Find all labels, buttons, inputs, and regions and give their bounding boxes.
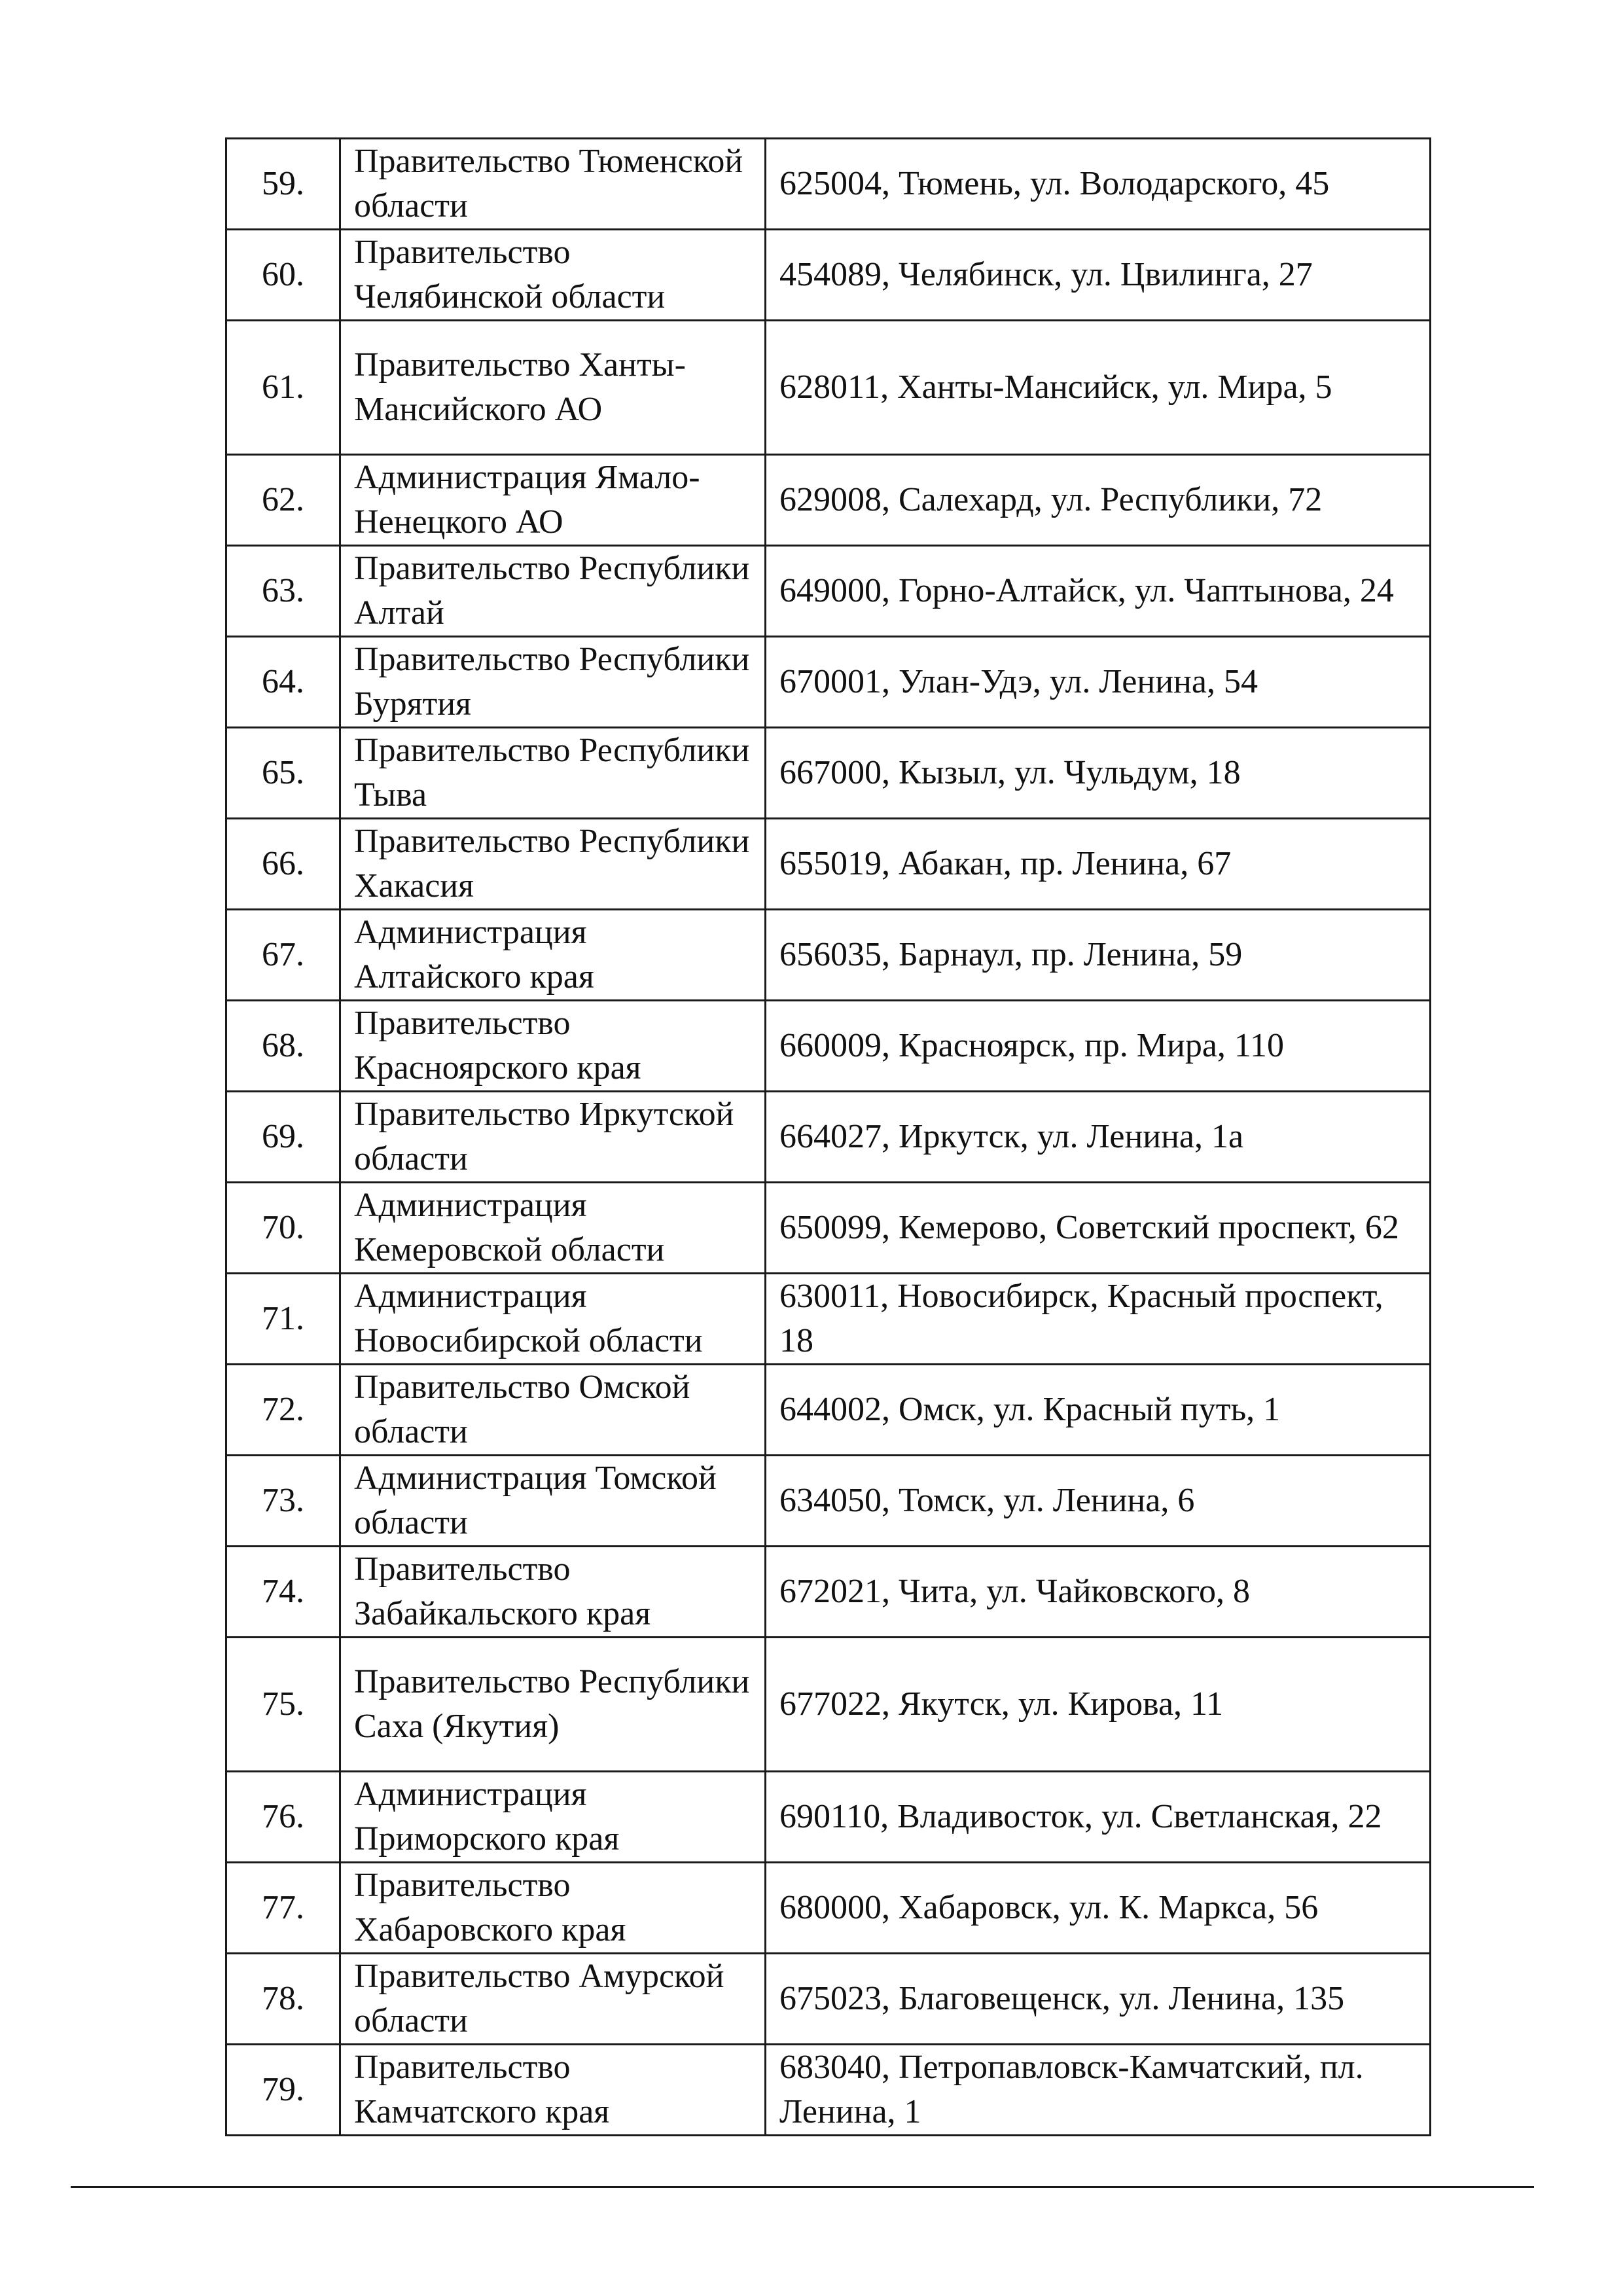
row-number: 59. — [226, 139, 340, 230]
table-row — [226, 546, 1431, 637]
address: 650099, Кемерово, Советский проспект, 62 — [766, 1183, 1431, 1274]
row-number: 65. — [226, 728, 340, 819]
table-row — [226, 1092, 1431, 1183]
table-row — [226, 2045, 1431, 2136]
organization-name: Правительство Республики Бурятия — [340, 637, 766, 728]
address: 625004, Тюмень, ул. Володарского, 45 — [766, 139, 1431, 230]
table-row — [226, 1365, 1431, 1456]
address: 634050, Томск, ул. Ленина, 6 — [766, 1456, 1431, 1547]
table-row — [226, 637, 1431, 728]
table-row — [226, 1954, 1431, 2045]
address: 677022, Якутск, ул. Кирова, 11 — [766, 1638, 1431, 1772]
organization-name: Правительство Амурской области — [340, 1954, 766, 2045]
address-table — [225, 137, 1431, 2136]
organization-name: Правительство Республики Алтай — [340, 546, 766, 637]
row-number: 76. — [226, 1772, 340, 1863]
row-number: 77. — [226, 1863, 340, 1954]
address: 644002, Омск, ул. Красный путь, 1 — [766, 1365, 1431, 1456]
table-row — [226, 321, 1431, 455]
organization-name: Правительство Тюменской области — [340, 139, 766, 230]
table-row — [226, 230, 1431, 321]
organization-name: Правительство Республики Хакасия — [340, 819, 766, 910]
table-row — [226, 1274, 1431, 1365]
table-row — [226, 1547, 1431, 1638]
footnote-divider — [71, 2186, 1534, 2188]
row-number: 72. — [226, 1365, 340, 1456]
row-number: 62. — [226, 455, 340, 546]
address: 630011, Новосибирск, Красный проспект, 18 — [766, 1274, 1431, 1365]
row-number: 75. — [226, 1638, 340, 1772]
address: 680000, Хабаровск, ул. К. Маркса, 56 — [766, 1863, 1431, 1954]
address: 672021, Чита, ул. Чайковского, 8 — [766, 1547, 1431, 1638]
organization-name: Правительство Ханты-Мансийского АО — [340, 321, 766, 455]
organization-name: Администрация Томской области — [340, 1456, 766, 1547]
row-number: 69. — [226, 1092, 340, 1183]
table-row — [226, 139, 1431, 230]
row-number: 60. — [226, 230, 340, 321]
address: 667000, Кызыл, ул. Чульдум, 18 — [766, 728, 1431, 819]
row-number: 61. — [226, 321, 340, 455]
address: 629008, Салехард, ул. Республики, 72 — [766, 455, 1431, 546]
address: 683040, Петропавловск-Камчатский, пл. Ленина, 1 — [766, 2045, 1431, 2136]
organization-name: Правительство Республики Тыва — [340, 728, 766, 819]
address: 690110, Владивосток, ул. Светланская, 22 — [766, 1772, 1431, 1863]
table-row — [226, 1456, 1431, 1547]
organization-name: Правительство Красноярского края — [340, 1001, 766, 1092]
organization-name: Правительство Иркутской области — [340, 1092, 766, 1183]
address: 454089, Челябинск, ул. Цвилинга, 27 — [766, 230, 1431, 321]
organization-name: Администрация Кемеровской области — [340, 1183, 766, 1274]
row-number: 64. — [226, 637, 340, 728]
address: 655019, Абакан, пр. Ленина, 67 — [766, 819, 1431, 910]
table-row — [226, 1772, 1431, 1863]
organization-name: Администрация Ямало-Ненецкого АО — [340, 455, 766, 546]
organization-name: Правительство Челябинской области — [340, 230, 766, 321]
organization-name: Правительство Республики Саха (Якутия) — [340, 1638, 766, 1772]
table-row — [226, 1638, 1431, 1772]
table-row — [226, 819, 1431, 910]
organization-name: Правительство Хабаровского края — [340, 1863, 766, 1954]
address: 675023, Благовещенск, ул. Ленина, 135 — [766, 1954, 1431, 2045]
table-row — [226, 1863, 1431, 1954]
address: 656035, Барнаул, пр. Ленина, 59 — [766, 910, 1431, 1001]
organization-name: Администрация Приморского края — [340, 1772, 766, 1863]
organization-name: Администрация Алтайского края — [340, 910, 766, 1001]
row-number: 66. — [226, 819, 340, 910]
table-row — [226, 910, 1431, 1001]
row-number: 63. — [226, 546, 340, 637]
organization-name: Правительство Забайкальского края — [340, 1547, 766, 1638]
address: 649000, Горно-Алтайск, ул. Чаптынова, 24 — [766, 546, 1431, 637]
organization-name: Правительство Омской области — [340, 1365, 766, 1456]
address: 628011, Ханты-Мансийск, ул. Мира, 5 — [766, 321, 1431, 455]
organization-name: Правительство Камчатского края — [340, 2045, 766, 2136]
row-number: 71. — [226, 1274, 340, 1365]
row-number: 68. — [226, 1001, 340, 1092]
row-number: 73. — [226, 1456, 340, 1547]
organization-name: Администрация Новосибирской области — [340, 1274, 766, 1365]
table-row — [226, 455, 1431, 546]
address: 670001, Улан-Удэ, ул. Ленина, 54 — [766, 637, 1431, 728]
row-number: 67. — [226, 910, 340, 1001]
table-row — [226, 728, 1431, 819]
address: 660009, Красноярск, пр. Мира, 110 — [766, 1001, 1431, 1092]
table-row — [226, 1183, 1431, 1274]
row-number: 74. — [226, 1547, 340, 1638]
table-row — [226, 1001, 1431, 1092]
row-number: 79. — [226, 2045, 340, 2136]
row-number: 70. — [226, 1183, 340, 1274]
address: 664027, Иркутск, ул. Ленина, 1а — [766, 1092, 1431, 1183]
row-number: 78. — [226, 1954, 340, 2045]
